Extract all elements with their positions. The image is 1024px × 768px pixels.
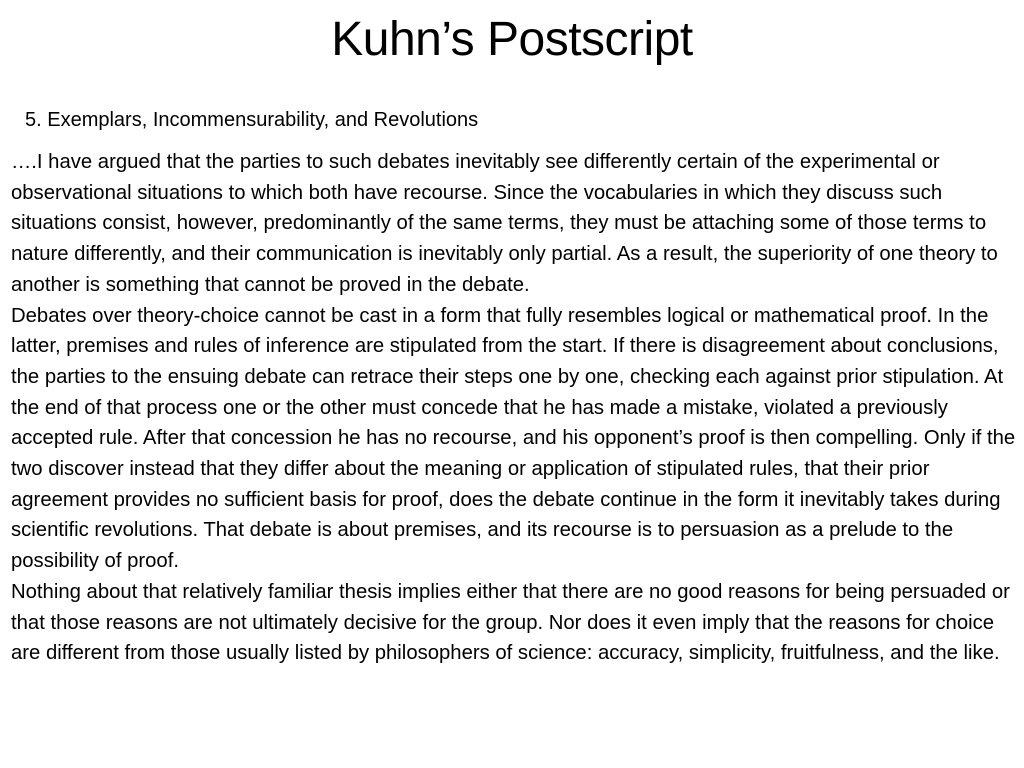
slide-body: [11, 147, 1021, 669]
body-paragraph-3: Nothing about that relatively familiar thesis implies either that there are no good reasons for being persuaded or that those reasons are not ultimately decisive for the group. Nor does it even imply that the reasons for choice are different from those usually listed by philosophers of science: accuracy, simplicity, fruitfulness, and the like.: [11, 580, 1010, 665]
slide-title: Kuhn’s Postscript: [331, 13, 693, 66]
body-paragraph-1: ….I have argued that the parties to such debates inevitably see differently certain of the experimental or observational situations to which both have recourse. Since the vocabularies in which they discuss such situations consist, however, predominantly of the same terms, they must be attaching some of those terms to nature differently, and their communication is inevitably only partial. As a result, the superiority of one theory to another is something that cannot be proved in the debate.: [11, 151, 998, 296]
slide-subtitle: 5. Exemplars, Incommensurability, and Revolutions: [25, 109, 479, 131]
body-paragraph-2: Debates over theory-choice cannot be cast in a form that fully resembles logical or mathematical proof. In the latter, premises and rules of inference are stipulated from the start. If there is disagreement about conclusions, the parties to the ensuing debate can retrace their steps one by one, checking each against prior stipulation. At the end of that process one or the other must concede that he has made a mistake, violated a previously accepted rule. After that concession he has no recourse, and his opponent’s proof is then compelling. Only if the two discover instead that they differ about the meaning or application of stipulated rules, that their prior agreement provides no sufficient basis for proof, does the debate continue in the form it inevitably takes during scientific revolutions. That debate is about premises, and its recourse is to persuasion as a prelude to the possibility of proof.: [11, 304, 1016, 573]
